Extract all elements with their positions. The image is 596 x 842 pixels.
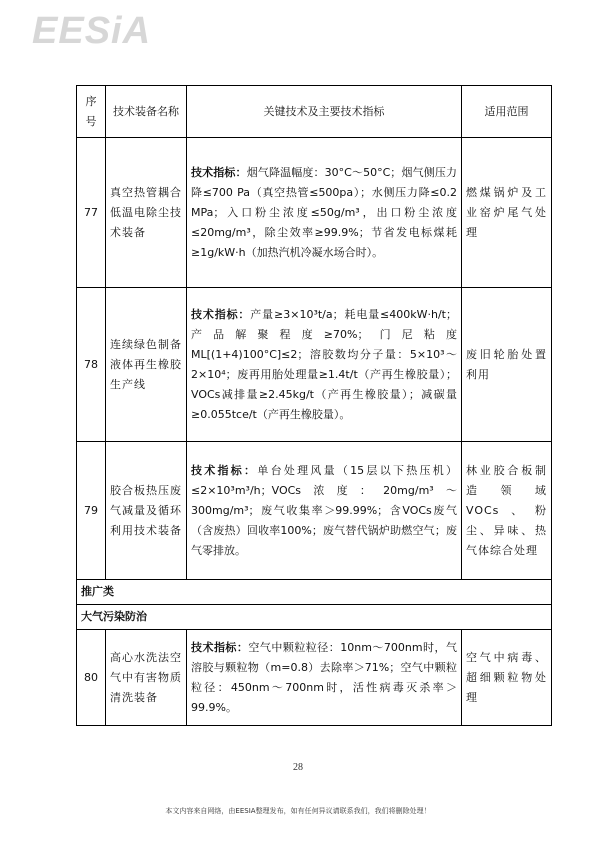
row-number: 79 <box>77 442 106 580</box>
table-row <box>77 630 552 726</box>
table-row <box>77 288 552 442</box>
indicator-label: 技术指标： <box>191 640 249 654</box>
row-number: 77 <box>77 138 106 288</box>
application-scope: 空气中病毒、超细颗粒物处理 <box>462 630 552 726</box>
row-number: 78 <box>77 288 106 442</box>
technical-indicators <box>187 138 462 288</box>
indicator-label: 技术指标： <box>191 165 247 179</box>
header-key-technology: 关键技术及主要技术指标 <box>187 86 462 138</box>
header-number: 序号 <box>77 86 106 138</box>
section-promotion: 推广类 <box>77 580 552 605</box>
application-scope: 燃煤锅炉及工业窑炉尾气处理 <box>462 138 552 288</box>
indicator-text: 空气中颗粒粒径：10nm～700nm时，气溶胶与颗粒物（m=0.8）去除率＞71%；空气中颗粒粒径：450nm～700nm时，活性病毒灭杀率＞99.9%。 <box>191 640 458 714</box>
eesia-logo: EESiA <box>32 10 152 52</box>
indicator-label: 技术指标： <box>191 307 251 321</box>
indicator-text: 单台处理风量（15层以下热压机）≤2×10³m³/h；VOCs浓度：20mg/m³～300mg/m³；废气收集率＞99.99%；含VOCs废气（含废热）回收率100%；废气替代锅炉助燃空气；废气零排放。 <box>191 463 458 557</box>
indicator-label: 技术指标： <box>191 463 258 477</box>
section-row <box>77 580 552 605</box>
technology-table <box>76 85 552 726</box>
indicator-text: 产量≥3×10³t/a；耗电量≤400kW·h/t；产品解聚程度≥70%；门尼粘度ML[(1+4)100°C]≤2；溶胶数均分子量：5×10³～2×10⁴；废再用胎处理量≥1.4t/t（产再生橡胶量）；VOCs减排量≥2.45kg/t（产再生橡胶量）；减碳量≥0.055tce/t（产再生橡胶量）。 <box>191 307 457 421</box>
technical-indicators <box>187 288 462 442</box>
header-equipment-name: 技术装备名称 <box>106 86 187 138</box>
section-air-pollution: 大气污染防治 <box>77 605 552 630</box>
equipment-name: 高心水洗法空气中有害物质清洗装备 <box>106 630 187 726</box>
equipment-name: 连续绿色制备液体再生橡胶生产线 <box>106 288 187 442</box>
application-scope: 林业胶合板制造领域VOCs、粉尘、异味、热气体综合处理 <box>462 442 552 580</box>
table-row <box>77 138 552 288</box>
page-number: 28 <box>293 762 303 773</box>
table-row <box>77 442 552 580</box>
technical-indicators <box>187 442 462 580</box>
row-number: 80 <box>77 630 106 726</box>
application-scope: 废旧轮胎处置利用 <box>462 288 552 442</box>
equipment-name: 真空热管耦合低温电除尘技术装备 <box>106 138 187 288</box>
footer-disclaimer: 本文内容来自网络，由EESIA整理发布，如有任何异议请联系我们，我们将删除处理！ <box>165 807 431 815</box>
technical-indicators <box>187 630 462 726</box>
header-scope: 适用范围 <box>462 86 552 138</box>
table-header-row <box>77 86 552 138</box>
section-row <box>77 605 552 630</box>
equipment-name: 胶合板热压废气减量及循环利用技术装备 <box>106 442 187 580</box>
indicator-text: 烟气降温幅度：30°C～50°C；烟气侧压力降≤700 Pa（真空热管≤500pa）；水侧压力降≤0.2 MPa；入口粉尘浓度≤50g/m³，出口粉尘浓度≤20mg/m³，除尘效率≥99.9%；节省发电标煤耗≥1g/kW·h（加热汽机冷凝水场合时）。 <box>191 165 458 259</box>
